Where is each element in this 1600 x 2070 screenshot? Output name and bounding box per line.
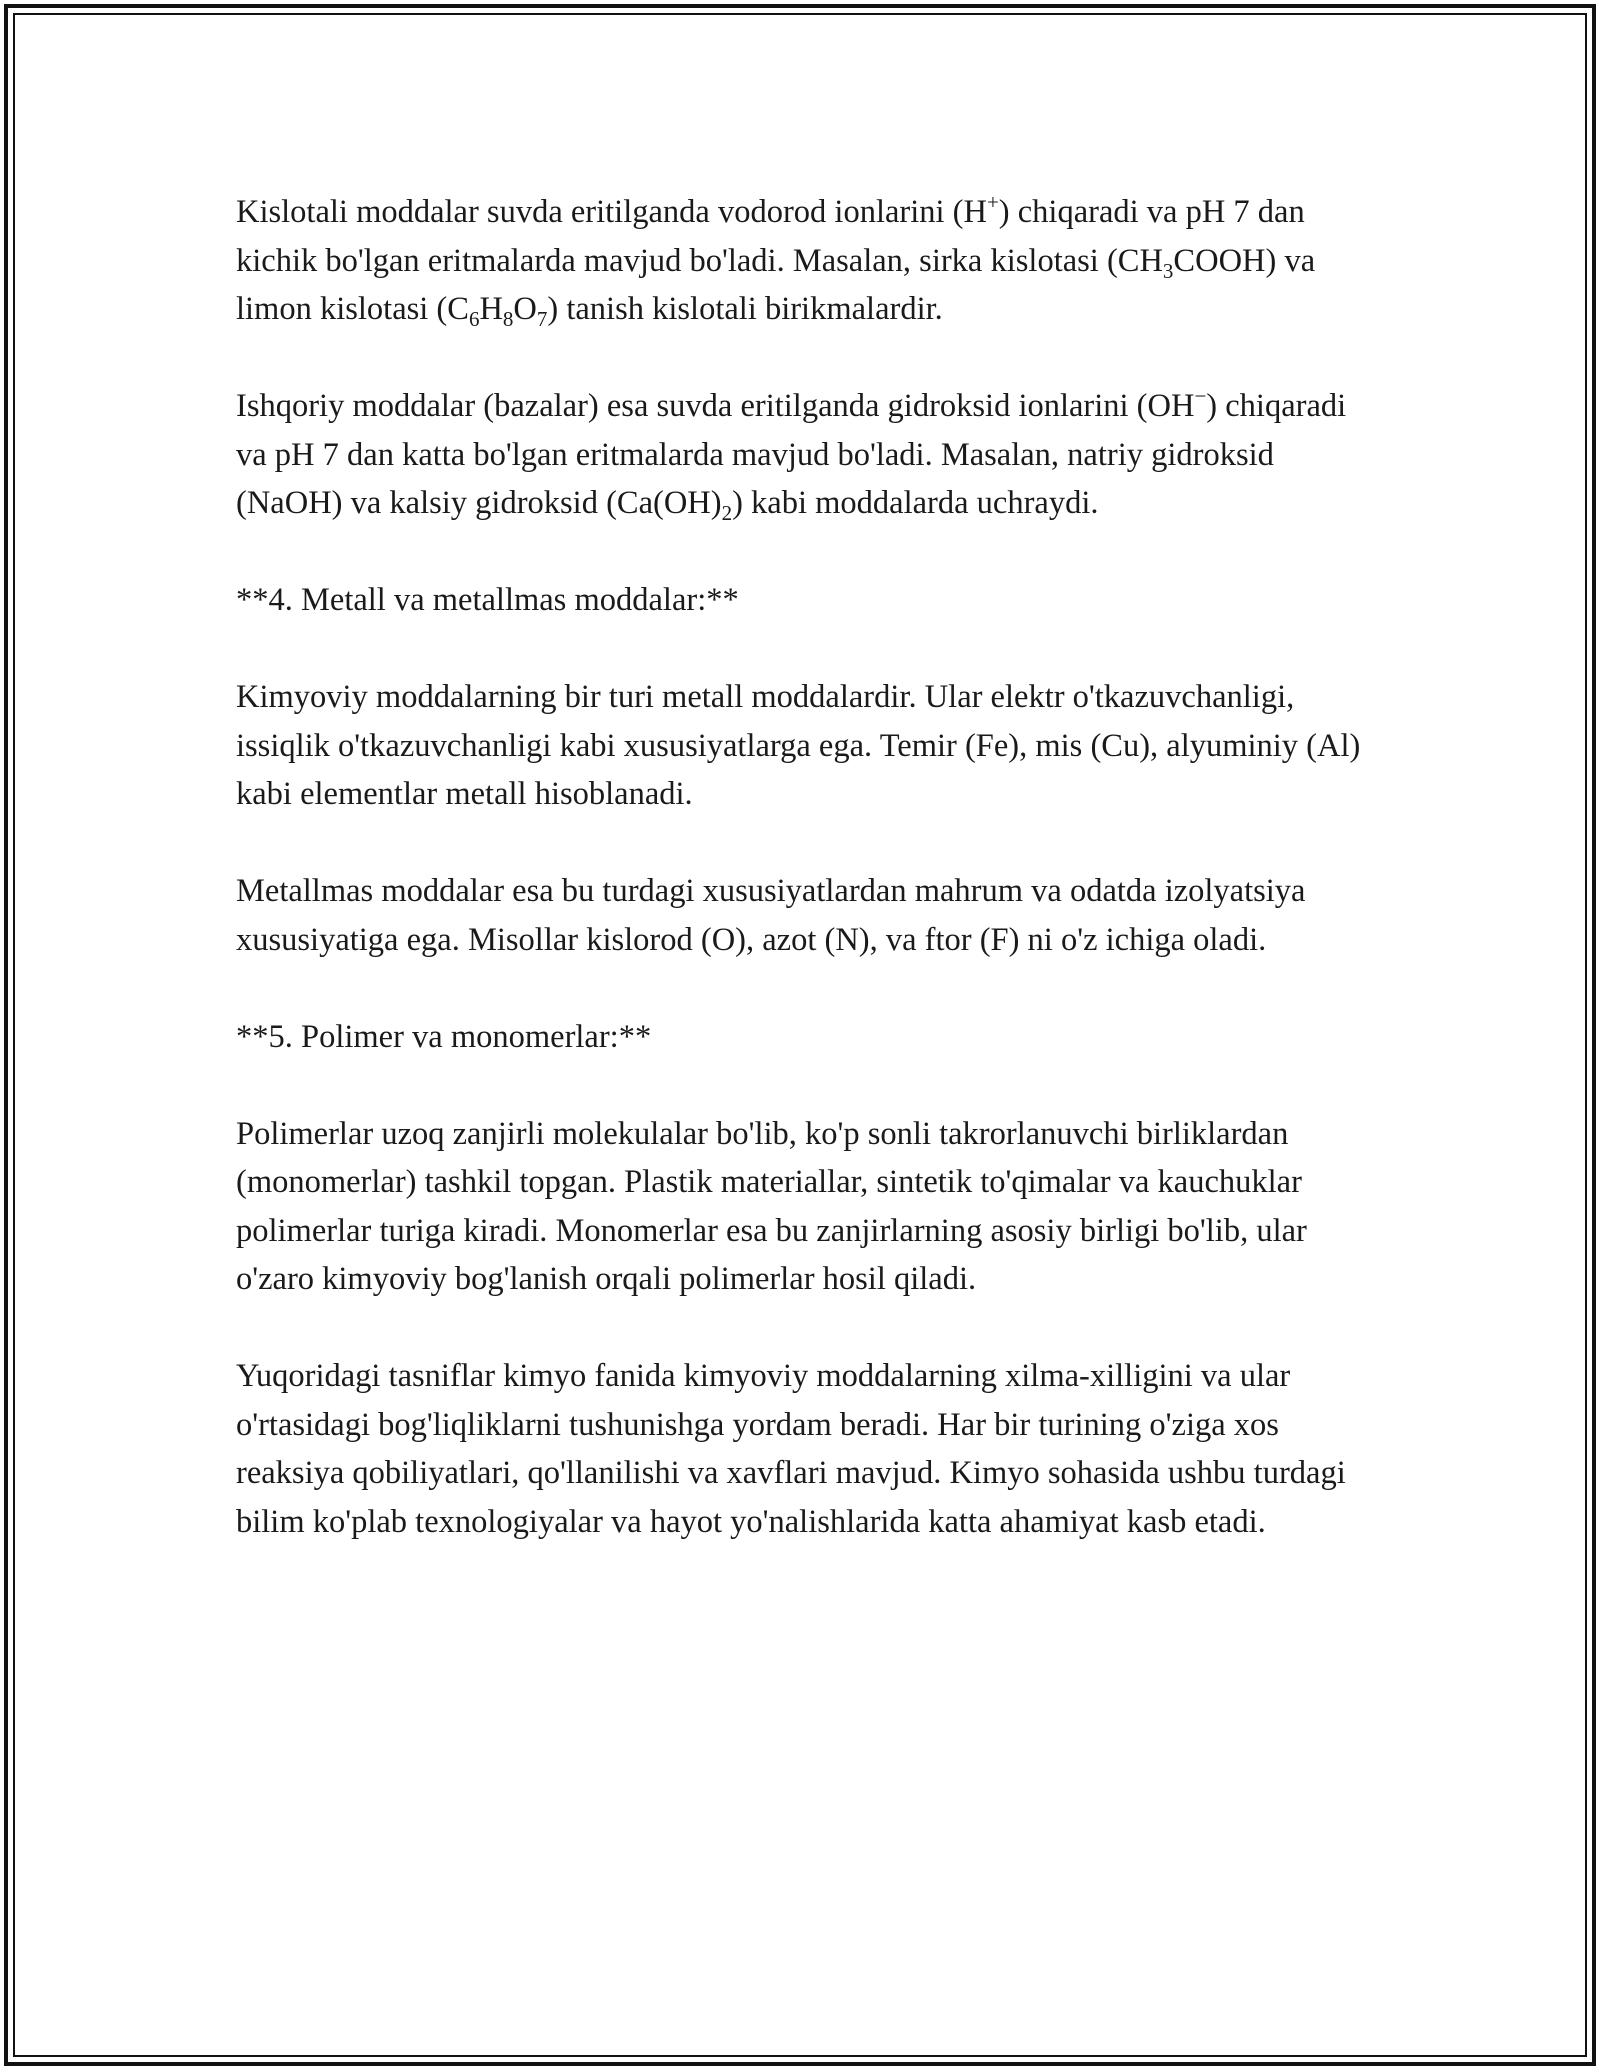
text-run: ) chiqaradi va pH 7 dan kichik bo'lgan eritmalarda mavjud bo'ladi. Masalan, sirka kislotasi (CH [236, 194, 1305, 279]
text-run: H [479, 291, 503, 327]
text-run: Ishqoriy moddalar (bazalar) esa suvda eritilganda gidroksid ionlarini (OH [236, 388, 1195, 424]
text-run: ) kabi moddalarda uchraydi. [732, 485, 1099, 521]
text-run: ) chiqaradi va pH 7 dan katta bo'lgan eritmalarda mavjud bo'ladi. Masalan, natriy gidroksid (NaOH) va kalsiy gidroksid (Ca(OH) [236, 388, 1347, 521]
text-run: O [513, 291, 537, 327]
paragraph-acids [236, 188, 1366, 334]
subscript: 6 [468, 307, 480, 331]
subscript: 8 [502, 307, 514, 331]
paragraph-conclusion: Yuqoridagi tasniflar kimyo fanida kimyoviy moddalarning xilma-xilligini va ular o'rtasidagi bog'liqliklarni tushunishga yordam beradi. Har bir turining o'ziga xos reaksiya qobiliyatlari, qo'llanilishi va xavflari mavjud. Kimyo sohasida ushbu turdagi bilim ko'plab texnologiyalar va hayot yo'nalishlarida katta ahamiyat kasb etadi. [236, 1358, 1346, 1540]
superscript: + [986, 190, 999, 214]
subscript: 2 [721, 501, 733, 525]
superscript: − [1194, 384, 1207, 408]
paragraph-nonmetals: Metallmas moddalar esa bu turdagi xususiyatlardan mahrum va odatda izolyatsiya xususiyatiga ega. Misollar kislorod (O), azot (N), va ftor (F) ni o'z ichiga oladi. [236, 873, 1306, 958]
paragraph-polymers: Polimerlar uzoq zanjirli molekulalar bo'lib, ko'p sonli takrorlanuvchi birliklardan (monomerlar) tashkil topgan. Plastik materiallar, sintetik to'qimalar va kauchuklar polimerlar turiga kiradi. Monomerlar esa bu zanjirlarning asosiy birligi bo'lib, ular o'zaro kimyoviy bog'lanish orqali polimerlar hosil qiladi. [236, 1115, 1307, 1297]
paragraph-metals: Kimyoviy moddalarning bir turi metall moddalardir. Ular elektr o'tkazuvchanligi, issiqlik o'tkazuvchanligi kabi xususiyatlarga ega. Temir (Fe), mis (Cu), alyuminiy (Al) kabi elementlar metall hisoblanadi. [236, 679, 1361, 812]
text-run: COOH) va limon kislotasi (C [236, 242, 1316, 327]
paragraph-bases [236, 382, 1366, 528]
text-run: Kislotali moddalar suvda eritilganda vodorod ionlarini (H [236, 194, 987, 230]
text-run: ) tanish kislotali birikmalardir. [547, 291, 943, 327]
section-heading-4: **4. Metall va metallmas moddalar:** [236, 582, 739, 618]
document-body [236, 188, 1366, 1546]
section-heading-5: **5. Polimer va monomerlar:** [236, 1018, 652, 1055]
subscript: 7 [536, 307, 548, 331]
subscript: 3 [1162, 258, 1174, 283]
